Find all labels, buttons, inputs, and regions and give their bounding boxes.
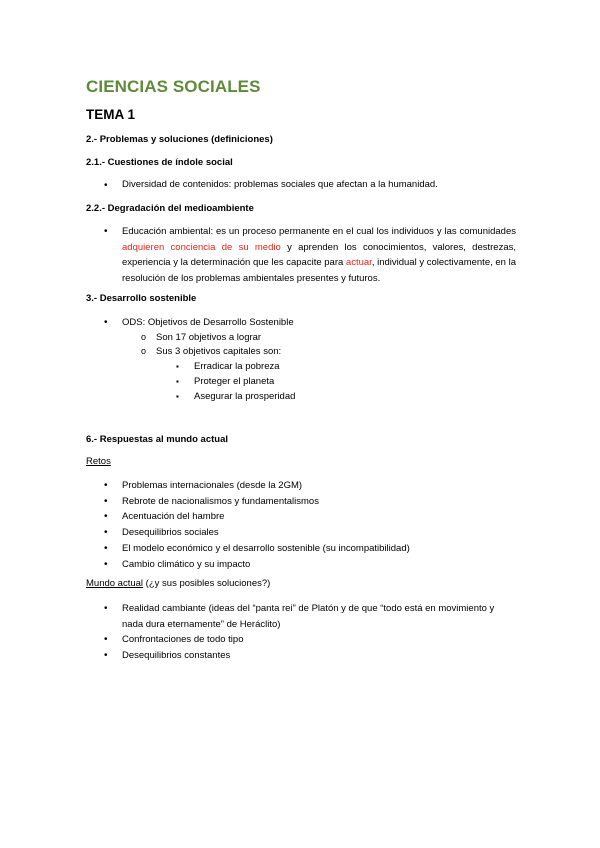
section-3-heading: 3.- Desarrollo sostenible xyxy=(86,293,197,304)
retos-list xyxy=(86,478,516,572)
section-2-1-list xyxy=(86,179,516,191)
section-2-2-list xyxy=(86,224,516,286)
sub-sub-item: ▪ Proteger el planeta xyxy=(86,375,516,390)
sub-sub-item: ▪ Erradicar la pobreza xyxy=(86,360,516,375)
list-item: • Rebrote de nacionalismos y fundamentalismos xyxy=(86,494,516,510)
section-2-1-heading: 2.1.- Cuestiones de índole social xyxy=(86,157,233,168)
list-item-ods: • ODS: Objetivos de Desarrollo Sostenible xyxy=(86,316,516,331)
highlight-text: actuar xyxy=(345,257,372,269)
list-item: • Desequilibrios constantes xyxy=(86,648,516,664)
list-item: • Cambio climático y su impacto xyxy=(86,557,516,573)
list-item: • Acentuación del hambre xyxy=(86,509,516,525)
text-run: Educación ambiental: es un proceso permanente en el cual los individuos y las comunidades xyxy=(122,226,516,237)
mundo-actual-label: Mundo actual xyxy=(86,578,144,589)
sub-item: o Sus 3 objetivos capitales son: xyxy=(86,345,516,360)
list-item-education xyxy=(86,224,516,286)
section-2-2-heading: 2.2.- Degradación del medioambiente xyxy=(86,203,254,214)
mundo-actual-line xyxy=(86,578,270,590)
sub-sub-item: ▪ Asegurar la prosperidad xyxy=(86,390,516,405)
mundo-actual-question: (¿y sus posibles soluciones?) xyxy=(143,578,271,589)
list-item: • Desequilibrios sociales xyxy=(86,525,516,541)
text-run: y aprenden los conocimientos, valores, destrezas, experiencia y la determinación que les capacite para xyxy=(122,241,516,269)
sub-item: o Son 17 objetivos a lograr xyxy=(86,331,516,346)
section-3-list xyxy=(86,316,516,404)
highlight-text: adquieren conciencia de su medio xyxy=(122,241,281,253)
list-item: • Diversidad de contenidos: problemas sociales que afectan a la humanidad. xyxy=(86,179,516,191)
text-run: , individual y colectivamente, en la resolución de los problemas ambientales presentes y futuros. xyxy=(122,257,516,284)
list-item: • Problemas internacionales (desde la 2GM) xyxy=(86,478,516,494)
section-2-heading: 2.- Problemas y soluciones (definiciones) xyxy=(86,134,273,145)
list-item: • El modelo económico y el desarrollo sostenible (su incompatibilidad) xyxy=(86,541,516,557)
list-item: • Confrontaciones de todo tipo xyxy=(86,632,516,648)
section-6-heading: 6.- Respuestas al mundo actual xyxy=(86,434,229,445)
document-title: CIENCIAS SOCIALES xyxy=(86,77,261,96)
mundo-actual-list xyxy=(86,601,516,663)
retos-label: Retos xyxy=(86,456,111,467)
list-item: • Realidad cambiante (ideas del “panta rei” de Platón y de que “todo está en movimiento y nada dura eternamente” de Heráclito) xyxy=(86,601,516,632)
topic-heading: TEMA 1 xyxy=(86,107,136,122)
